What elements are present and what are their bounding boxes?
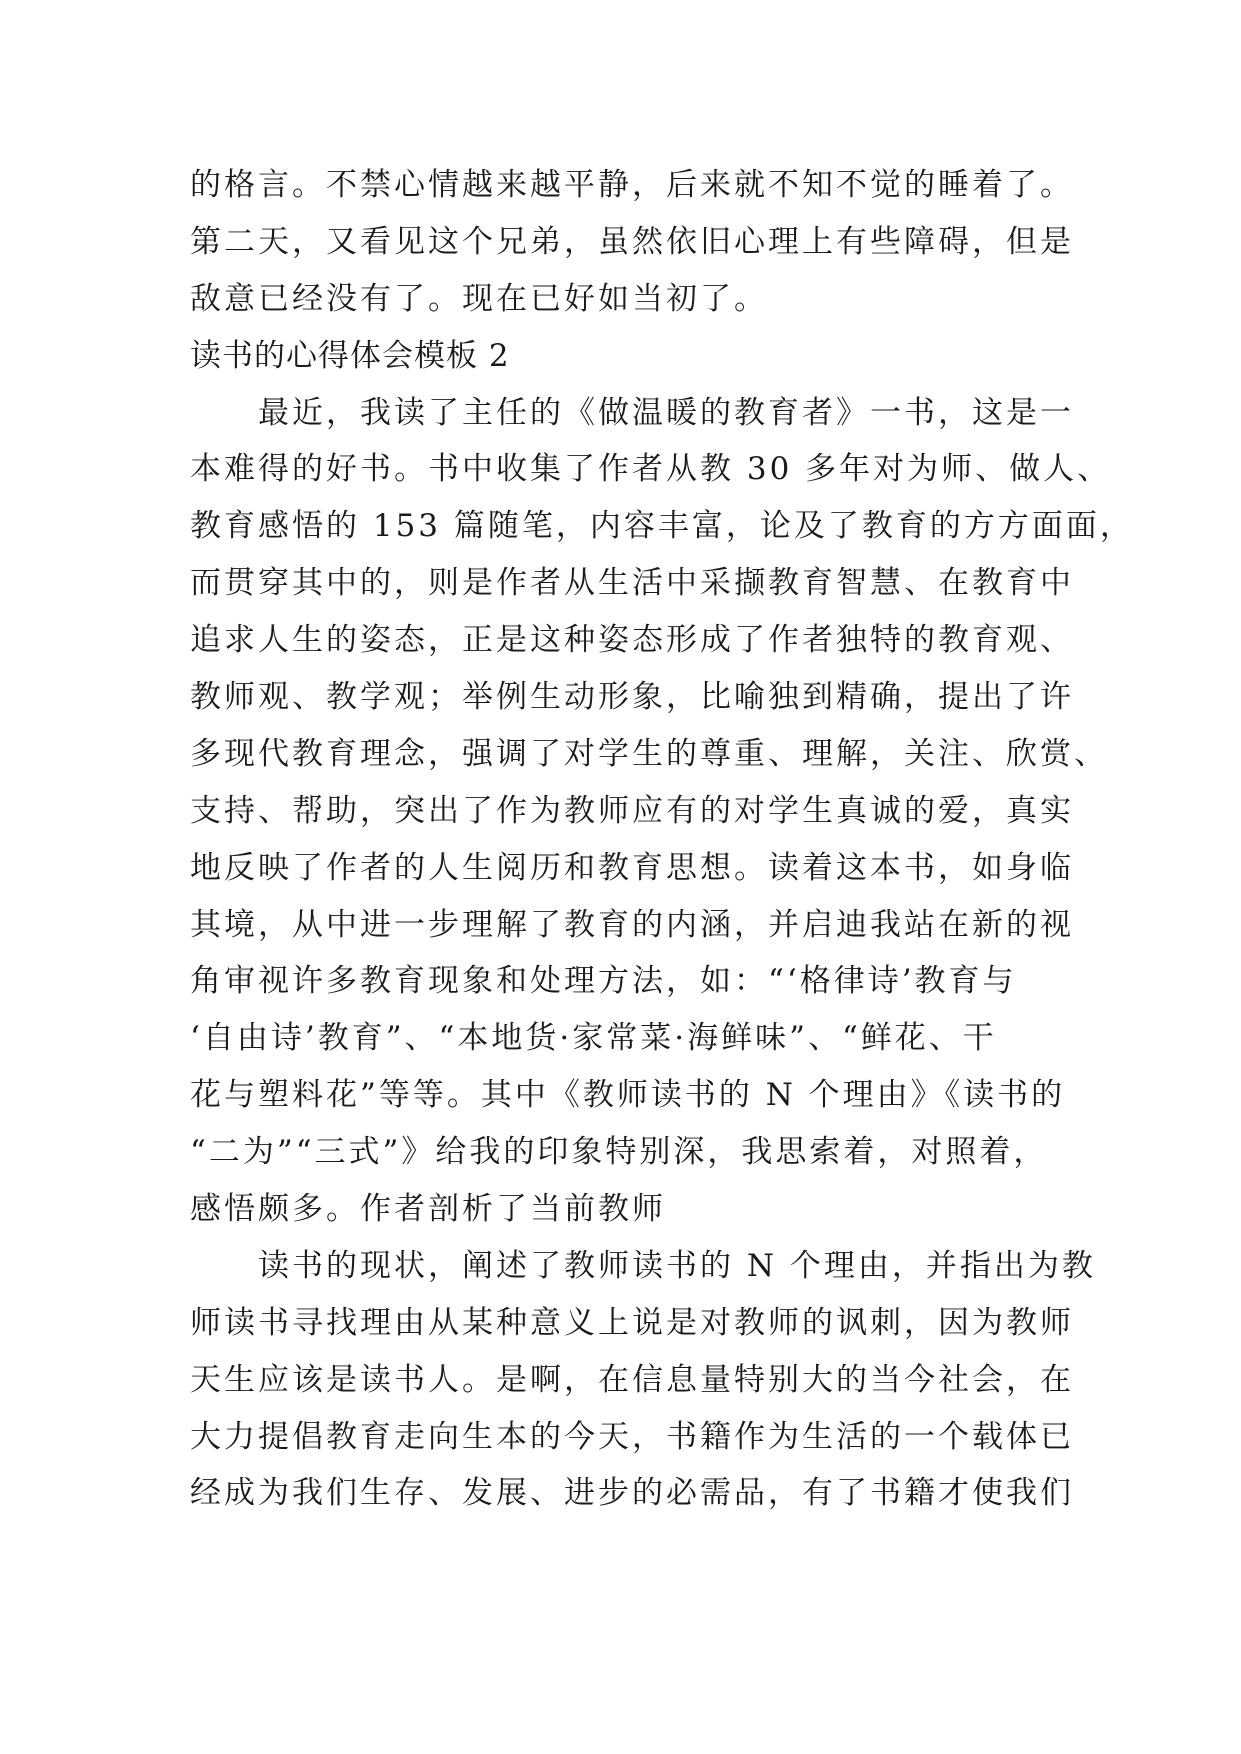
text-line: 角审视许多教育现象和处理方法，如：“‘格律诗’教育与	[190, 963, 1017, 1000]
text-line: 最近，我读了主任的《做温暖的教育者》一书，这是一	[190, 394, 1074, 431]
section-heading: 读书的心得体会模板 2	[190, 337, 510, 374]
text-line: 经成为我们生存、发展、进步的必需品，有了书籍才使我们	[190, 1475, 1074, 1512]
text-line: 花与塑料花”等等。其中《教师读书的 N 个理由》《读书的	[190, 1077, 1066, 1114]
text-line: ‘自由诗’教育”、“本地货·家常菜·海鲜味”、“鲜花、干	[190, 1020, 997, 1057]
text-line: 敌意已经没有了。现在已好如当初了。	[190, 280, 768, 317]
text-line: 追求人生的姿态，正是这种姿态形成了作者独特的教育观、	[190, 622, 1074, 659]
document-body	[190, 157, 1134, 1522]
text-line: 其境，从中进一步理解了教育的内涵，并启迪我站在新的视	[190, 906, 1074, 943]
text-line: 地反映了作者的人生阅历和教育思想。读着这本书，如身临	[190, 849, 1074, 886]
text-line: “二为”“三式”》给我的印象特别深，我思索着，对照着，	[190, 1134, 1048, 1171]
text-line: 教育感悟的 153 篇随笔，内容丰富，论及了教育的方方面面，	[190, 508, 1134, 545]
text-line: 第二天，又看见这个兄弟，虽然依旧心理上有些障碍，但是	[190, 223, 1074, 260]
text-line: 师读书寻找理由从某种意义上说是对教师的讽刺，因为教师	[190, 1304, 1074, 1341]
text-line: 教师观、教学观；举例生动形象，比喻独到精确，提出了许	[190, 679, 1074, 716]
text-line: 支持、帮助，突出了作为教师应有的对学生真诚的爱，真实	[190, 792, 1074, 829]
text-line: 本难得的好书。书中收集了作者从教 30 多年对为师、做人、	[190, 451, 1112, 488]
text-line: 感悟颇多。作者剖析了当前教师	[190, 1191, 666, 1228]
text-line: 大力提倡教育走向生本的今天，书籍作为生活的一个载体已	[190, 1418, 1074, 1455]
text-line: 多现代教育理念，强调了对学生的尊重、理解，关注、欣赏、	[190, 735, 1108, 772]
text-line: 的格言。不禁心情越来越平静，后来就不知不觉的睡着了。	[190, 167, 1074, 203]
text-line: 天生应该是读书人。是啊，在信息量特别大的当今社会，在	[190, 1361, 1074, 1398]
text-line: 读书的现状，阐述了教师读书的 N 个理由，并指出为教	[190, 1247, 1096, 1284]
text-line: 而贯穿其中的，则是作者从生活中采撷教育智慧、在教育中	[190, 565, 1074, 602]
